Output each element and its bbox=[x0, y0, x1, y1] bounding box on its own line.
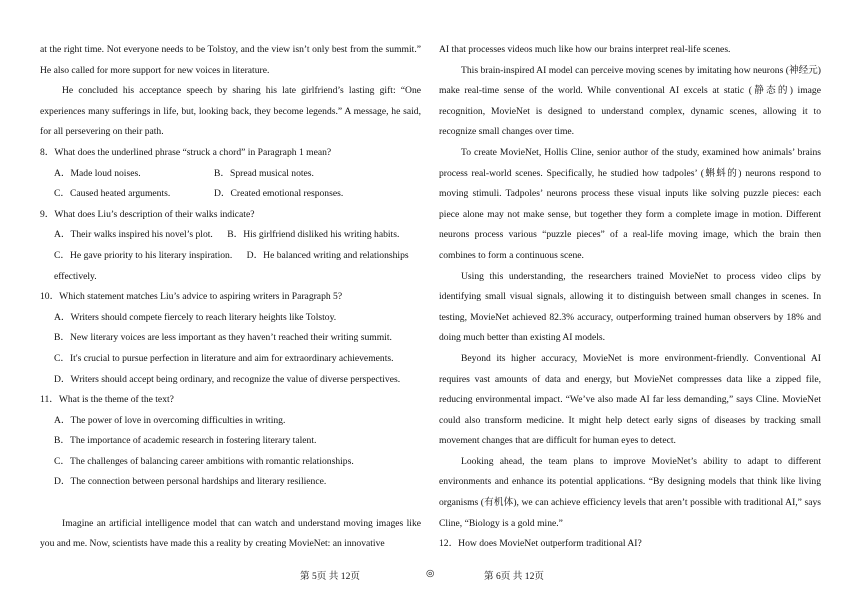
paragraph-training: Using this understanding, the researchers trained MovieNet to process video clips by identifying small visual signals, allowing it to distinguish between small changes in scenes. In testing, MovieNet achieved 82.3% accuracy, outperforming trained human observers by 18% and doing much better than existing AI models. bbox=[439, 270, 821, 344]
question-9-options-cd: C．He gave priority to his literary inspiration. D．He balanced writing and relationships effectively. bbox=[54, 249, 412, 282]
left-column bbox=[40, 40, 421, 555]
question-11-option-b: B．The importance of academic research in fostering literary talent. bbox=[54, 435, 317, 447]
paragraph-environment: Beyond its higher accuracy, MovieNet is more environment-friendly. Conventional AI requires vast amounts of data and energy, but MovieNet compresses data like a zipped file, reducing environmental impact. “We’ve also made AI far less demanding,” says Cline. MovieNet could also transform medicine. It might help detect early signs of diseases by tracking small movement changes that are difficult for human eyes to detect. bbox=[439, 352, 821, 447]
question-8-option-b: B．Spread musical notes. bbox=[214, 167, 314, 179]
question-11-stem: 11．What is the theme of the text? bbox=[40, 394, 174, 406]
page-number-left: 第 5页 共 12页 bbox=[300, 571, 360, 582]
question-10-stem: 10．Which statement matches Liu’s advice to aspiring writers in Paragraph 5? bbox=[40, 291, 343, 303]
paragraph-acceptance-speech: He concluded his acceptance speech by sharing his late girlfriend’s lasting gift: “One experiences many sufferings in life, but, looking back, they become legends.” A message, he said, for all persevering on their path. bbox=[40, 85, 421, 138]
question-8-stem: 8．What does the underlined phrase “struck a chord” in Paragraph 1 mean? bbox=[40, 146, 332, 158]
paragraph-continued-ai: AI that processes videos much like how our brains interpret real-life scenes. bbox=[439, 44, 731, 55]
question-11-option-c: C．The challenges of balancing career ambitions with romantic relationships. bbox=[54, 455, 354, 467]
question-10-option-d: D．Writers should accept being ordinary, and recognize the value of diverse perspectives. bbox=[54, 373, 401, 385]
question-11-option-a: A．The power of love in overcoming difficulties in writing. bbox=[54, 414, 286, 426]
question-8-options-cd bbox=[40, 184, 421, 205]
question-10-option-c: C．It's crucial to pursue perfection in literature and aim for extraordinary achievements. bbox=[54, 352, 394, 364]
question-10-option-b: B．New literary voices are less important as they haven’t reached their writing summit. bbox=[54, 332, 392, 344]
question-8-options-ab bbox=[40, 164, 421, 185]
question-8-option-d: D．Created emotional responses. bbox=[214, 188, 344, 200]
question-12-stem: 12．How does MovieNet outperform traditional AI? bbox=[439, 538, 642, 550]
paragraph-continued: at the right time. Not everyone needs to be Tolstoy, and the view isn’t only best from the summit.” He also called for more support for new voices in literature. bbox=[40, 44, 421, 76]
question-9-stem: 9．What does Liu’s description of their walks indicate? bbox=[40, 208, 255, 220]
paragraph-brain-inspired: This brain-inspired AI model can perceive moving scenes by imitating how neurons (神经元) make real-time sense of the world. While conventional AI excels at static (静态的) image recognition, MovieNet is designed to understand complex, dynamic scenes, allowing it to recognize small changes over time. bbox=[439, 64, 821, 138]
right-column bbox=[439, 40, 821, 555]
question-8-option-c: C．Caused heated arguments. bbox=[54, 188, 171, 200]
spacer bbox=[40, 493, 421, 514]
paragraph-tadpoles: To create MovieNet, Hollis Cline, senior author of the study, examined how animals’ brains process real-world scenes. Specifically, he studied how tadpoles’ (蝌蚪的) neurons respond to moving stimuli. Tadpoles’ neurons process these visual inputs like solving puzzle pieces: each piece alone may not make sense, but together they form a complete image in motion. Different neurons process various “puzzle pieces” of a real-life moving image, which the brain then combines to form a continuous scene. bbox=[439, 146, 821, 261]
question-11-option-d: D．The connection between personal hardships and literary resilience. bbox=[54, 476, 327, 488]
passage-intro: Imagine an artificial intelligence model that can watch and understand moving images like you and me. Now, scientists have made this a reality by creating MovieNet: an innovative bbox=[40, 517, 421, 550]
page-number-right: 第 6页 共 12页 bbox=[484, 571, 544, 582]
center-mark: ◎ bbox=[426, 568, 435, 579]
question-9-options-ab: A．Their walks inspired his novel’s plot. B．His girlfriend disliked his writing habits. bbox=[54, 229, 400, 241]
question-10-option-a: A．Writers should compete fiercely to reach literary heights like Tolstoy. bbox=[54, 311, 337, 323]
paragraph-looking-ahead: Looking ahead, the team plans to improve MovieNet’s ability to adapt to different environments and enhance its potential applications. “By designing models that think like living organisms (有机体), we can achieve efficiency levels that aren’t possible with traditional AI,” says Cline, “Biology is a gold mine.” bbox=[439, 455, 821, 529]
question-8-option-a: A．Made loud noises. bbox=[54, 167, 141, 179]
